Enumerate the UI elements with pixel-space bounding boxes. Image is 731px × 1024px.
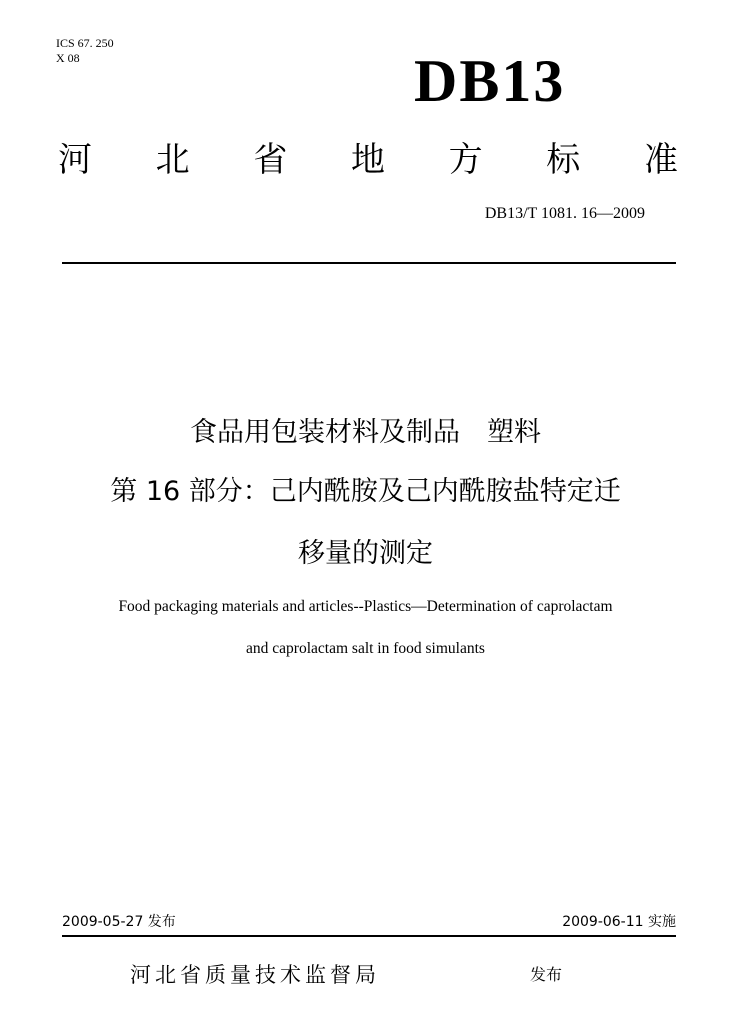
publisher-name: 河北省质量技术监督局 (130, 963, 380, 987)
class-code: X 08 (56, 51, 80, 65)
db13-logo: DB13 (414, 48, 566, 114)
standard-type-char: 标 (546, 139, 581, 180)
implement-date: 2009-06-11 实施 (562, 914, 676, 930)
title-en-line-2: and caprolactam salt in food simulants (246, 640, 485, 657)
title-en-line-1: Food packaging materials and articles--Plastics—Determination of caprolactam (118, 598, 613, 615)
release-date: 2009-05-27 发布 (62, 914, 176, 930)
title-cn-line-2: 第 16 部分：己内酰胺及己内酰胺盐特定迁 (110, 476, 621, 507)
publish-label: 发布 (530, 965, 563, 984)
bottom-divider (62, 935, 676, 937)
standard-type-char: 方 (448, 139, 483, 180)
ics-code: ICS 67. 250 (56, 36, 114, 50)
standard-number: DB13/T 1081. 16—2009 (484, 205, 645, 222)
standard-type-char: 省 (253, 139, 288, 180)
standard-type-char: 准 (643, 139, 678, 180)
standard-type-char: 地 (350, 139, 385, 180)
top-divider (62, 262, 676, 264)
standard-type-title (58, 130, 678, 182)
ics-code-block (56, 36, 114, 66)
standard-type-char: 河 (58, 139, 92, 180)
title-cn-line-1: 食品用包装材料及制品 塑料 (190, 417, 541, 448)
title-cn-line-3: 移量的测定 (298, 538, 433, 569)
standard-type-char: 北 (155, 139, 190, 180)
